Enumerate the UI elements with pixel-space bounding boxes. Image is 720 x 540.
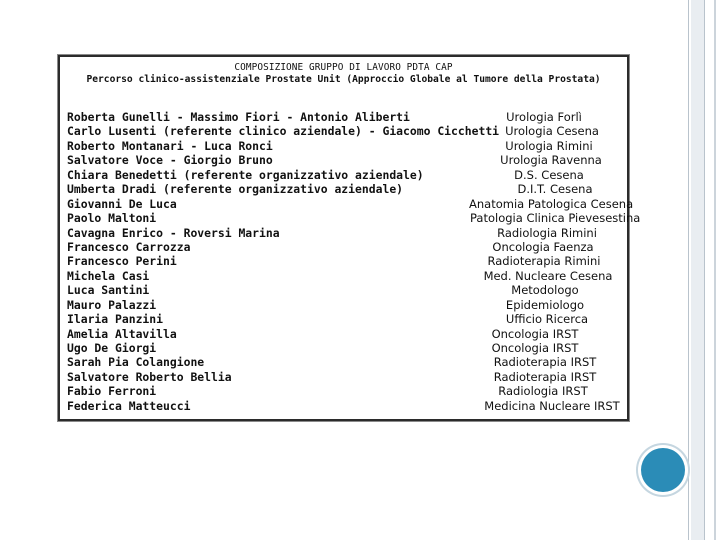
member-list <box>60 110 641 413</box>
member-row <box>60 399 627 413</box>
member-unit: Radiologia IRST <box>498 384 588 399</box>
member-row <box>60 341 627 355</box>
member-name: Roberto Montanari - Luca Ronci <box>67 138 273 153</box>
member-name: Cavagna Enrico - Roversi Marina <box>67 225 280 240</box>
member-row <box>60 110 627 124</box>
member-unit: Urologia Forlì <box>506 110 582 124</box>
member-row <box>60 139 627 153</box>
member-name: Paolo Maltoni <box>67 211 157 226</box>
member-row <box>60 196 634 211</box>
member-unit: Urologia Ravenna <box>500 153 602 168</box>
member-unit: Patologia Clinica Pievesestina <box>470 211 641 226</box>
member-name: Carlo Lusenti (referente clinico aziendale) - Giacomo Cicchetti <box>67 124 500 139</box>
member-name: Ilaria Panzini <box>67 312 164 327</box>
member-name: Giovanni De Luca <box>67 196 177 211</box>
member-unit: Urologia Cesena <box>505 124 599 139</box>
table-title: COMPOSIZIONE GRUPPO DI LAVORO PDTA CAP <box>234 62 453 73</box>
slide-rail-line <box>688 0 689 540</box>
member-name: Umberta Dradi (referente organizzativo aziendale) <box>67 182 404 197</box>
member-name: Roberta Gunelli - Massimo Fiori - Antonio Aliberti <box>67 110 410 124</box>
member-unit: Epidemiologo <box>505 297 585 312</box>
member-row <box>60 312 627 326</box>
member-unit: Radioterapia IRST <box>493 369 597 384</box>
member-name: Francesco Perini <box>67 254 177 269</box>
member-unit: Oncologia Faenza <box>492 239 594 254</box>
member-row <box>60 182 627 196</box>
member-unit: Urologia Rimini <box>505 138 593 153</box>
working-group-table <box>58 55 641 421</box>
member-name: Luca Santini <box>67 283 150 298</box>
member-unit: Med. Nucleare Cesena <box>483 268 613 283</box>
member-row <box>60 355 627 369</box>
member-row <box>60 254 627 268</box>
member-row <box>60 226 627 240</box>
member-name: Salvatore Roberto Bellia <box>67 369 232 384</box>
member-name: Mauro Palazzi <box>67 297 157 312</box>
member-unit: Metodologo <box>511 283 579 298</box>
member-row <box>60 153 627 167</box>
member-name: Salvatore Voce - Giorgio Bruno <box>67 153 273 168</box>
slide-rail-band <box>691 0 704 540</box>
member-row <box>60 168 627 182</box>
member-row <box>60 327 627 341</box>
member-row <box>60 211 641 226</box>
member-unit: Radiologia Rimini <box>497 225 597 240</box>
member-unit: Radioterapia IRST <box>493 355 597 370</box>
member-unit: Oncologia IRST <box>491 341 579 355</box>
slide-dot-icon <box>641 448 685 492</box>
member-unit: Ufficio Ricerca <box>505 312 589 327</box>
member-row <box>60 298 627 312</box>
member-unit: D.S. Cesena <box>514 167 584 182</box>
slide-rail-edge <box>714 0 716 540</box>
member-unit: Anatomia Patologica Cesena <box>469 196 634 211</box>
member-unit: D.I.T. Cesena <box>517 182 593 197</box>
slide-rail-line-inner <box>704 0 705 540</box>
member-row <box>60 370 627 384</box>
member-name: Amelia Altavilla <box>67 326 177 341</box>
member-name: Federica Matteucci <box>67 398 191 413</box>
member-row <box>60 124 627 138</box>
table-subtitle: Percorso clinico-assistenziale Prostate Unit (Approccio Globale al Tumore della Prostata) <box>86 74 601 85</box>
member-unit: Medicina Nucleare IRST <box>484 398 620 413</box>
member-name: Fabio Ferroni <box>67 384 157 399</box>
member-name: Sarah Pia Colangione <box>67 355 205 370</box>
member-row <box>60 384 627 398</box>
member-row <box>60 240 627 254</box>
member-row <box>60 283 627 297</box>
member-name: Michela Casi <box>67 268 150 283</box>
member-unit: Radioterapia Rimini <box>487 254 601 269</box>
member-name: Ugo De Giorgi <box>67 341 157 355</box>
member-row <box>60 269 627 283</box>
member-unit: Oncologia IRST <box>491 326 579 341</box>
member-name: Francesco Carrozza <box>67 239 191 254</box>
member-name: Chiara Benedetti (referente organizzativo aziendale) <box>67 167 424 182</box>
